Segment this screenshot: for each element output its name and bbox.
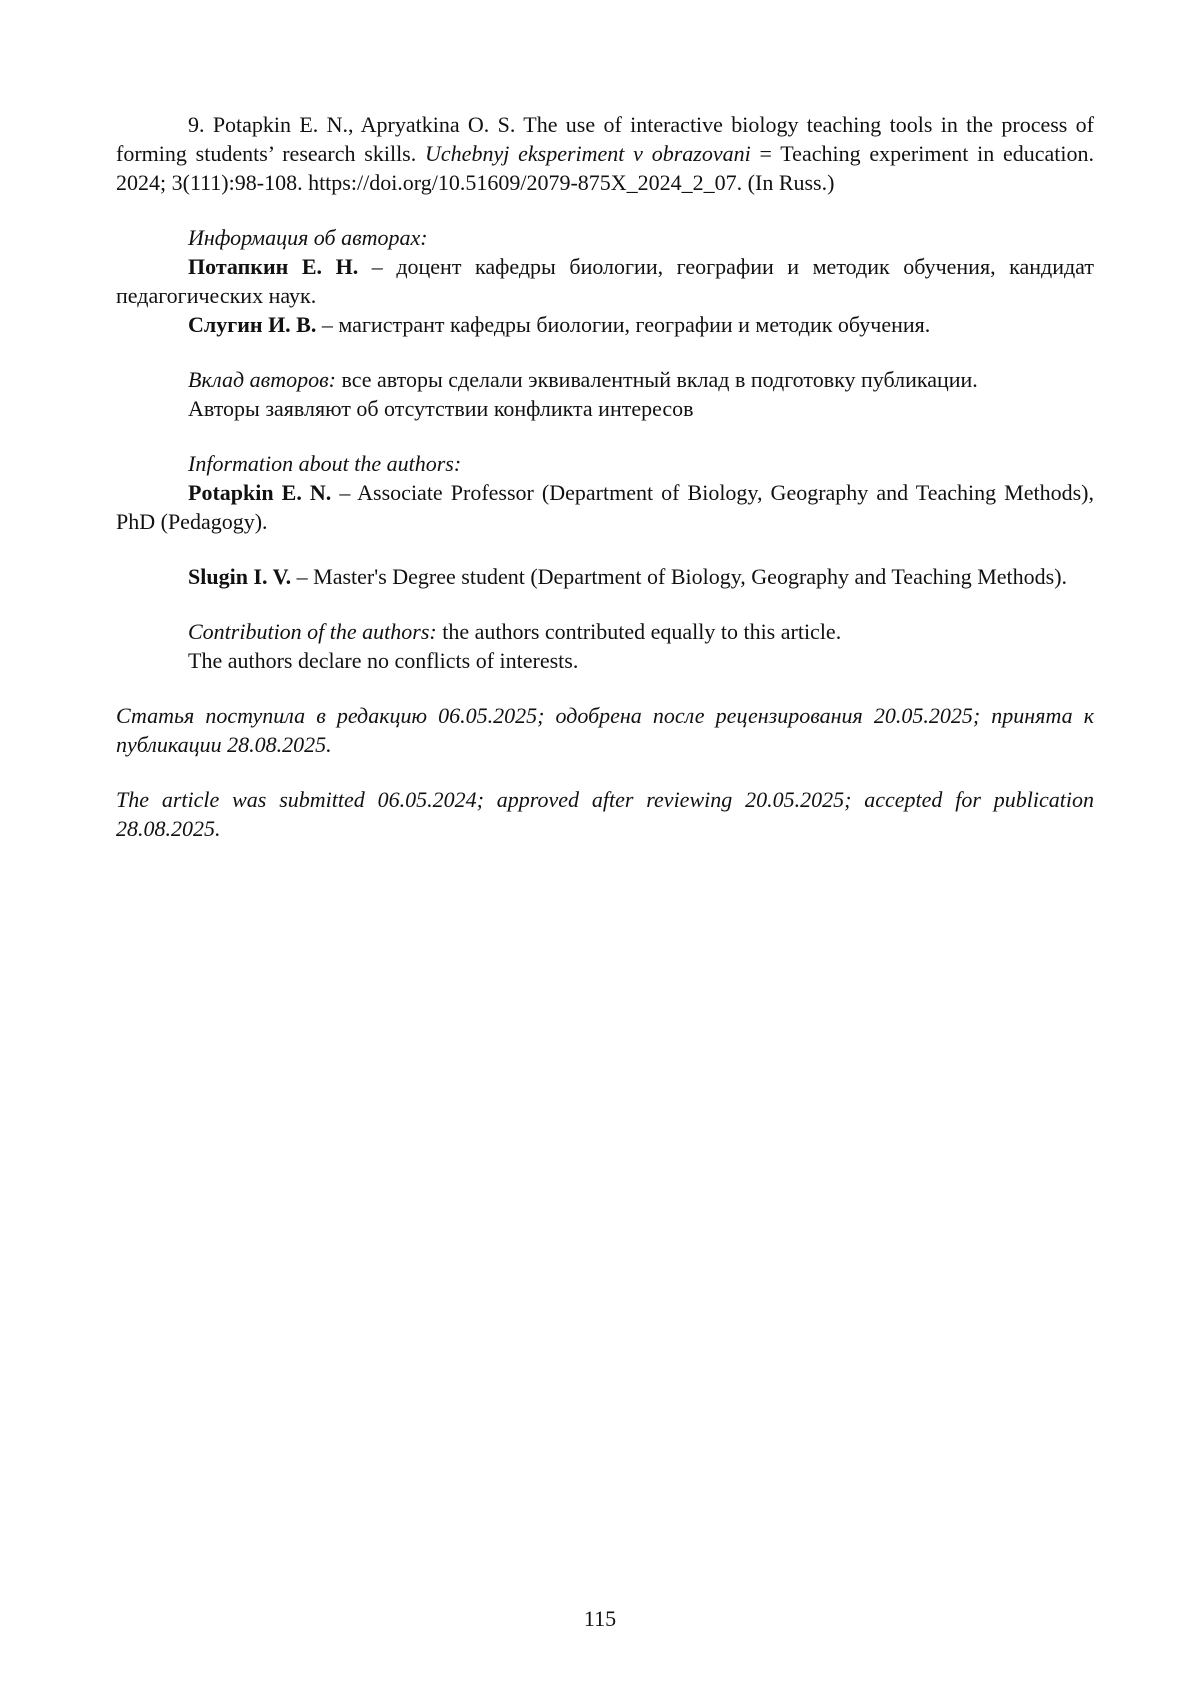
page-number: 115 — [583, 1606, 617, 1631]
contribution-ru-text: все авторы сделали эквивалентный вклад в подготовку публикации. — [335, 367, 978, 392]
reference-entry — [116, 110, 1094, 197]
contribution-ru — [116, 365, 1094, 394]
authors-en-heading: Information about the authors: — [188, 451, 462, 476]
article-dates-ru: Статья поступила в редакцию 06.05.2025; одобрена после рецензирования 20.05.2025; принята к публикации 28.08.2025. — [116, 703, 1094, 757]
contribution-en — [116, 617, 1094, 646]
contribution-en-text: the authors contributed equally to this article. — [436, 619, 842, 644]
reference-text: 9. Potapkin E. N., Apryatkina O. S. The use of interactive biology teaching tools in the process of forming students’ research skills. — [116, 112, 1094, 166]
contribution-en-label: Contribution of the authors: — [188, 619, 437, 644]
contribution-ru-label: Вклад авторов: — [188, 367, 336, 392]
reference-journal: Uchebnyj eksperiment v obrazovani — [425, 141, 751, 166]
author-en-1-desc: – Associate Professor (Department of Biology, Geography and Teaching Methods), PhD (Pedagogy). — [116, 480, 1094, 534]
reference-details: = Teaching experiment in education. 2024; 3(111):98-108. https://doi.org/10.51609/2079-875X_2024_2_07. (In Russ.) — [116, 141, 1095, 195]
author-en-2-name: Slugin I. V. — [188, 564, 292, 589]
page-content — [116, 110, 1094, 843]
author-en-2 — [116, 562, 1094, 591]
author-ru-1-desc: – доцент кафедры биологии, географии и методик обучения, кандидат педагогических наук. — [116, 254, 1094, 308]
conflict-ru: Авторы заявляют об отсутствии конфликта интересов — [188, 396, 694, 421]
author-ru-2-name: Слугин И. В. — [188, 312, 317, 337]
article-dates-en: The article was submitted 06.05.2024; approved after reviewing 20.05.2025; accepted for publication 28.08.2025. — [116, 787, 1094, 841]
author-en-1-name: Potapkin E. N. — [188, 480, 332, 505]
author-en-1 — [116, 478, 1094, 536]
author-ru-2-desc: – магистрант кафедры биологии, географии и методик обучения. — [316, 312, 931, 337]
authors-ru-heading: Информация об авторах: — [188, 225, 428, 250]
conflict-en: The authors declare no conflicts of interests. — [188, 648, 579, 673]
author-en-2-desc: – Master's Degree student (Department of Biology, Geography and Teaching Methods). — [291, 564, 1068, 589]
author-ru-1 — [116, 252, 1094, 310]
author-ru-2 — [116, 310, 1094, 339]
author-ru-1-name: Потапкин Е. Н. — [188, 254, 359, 279]
